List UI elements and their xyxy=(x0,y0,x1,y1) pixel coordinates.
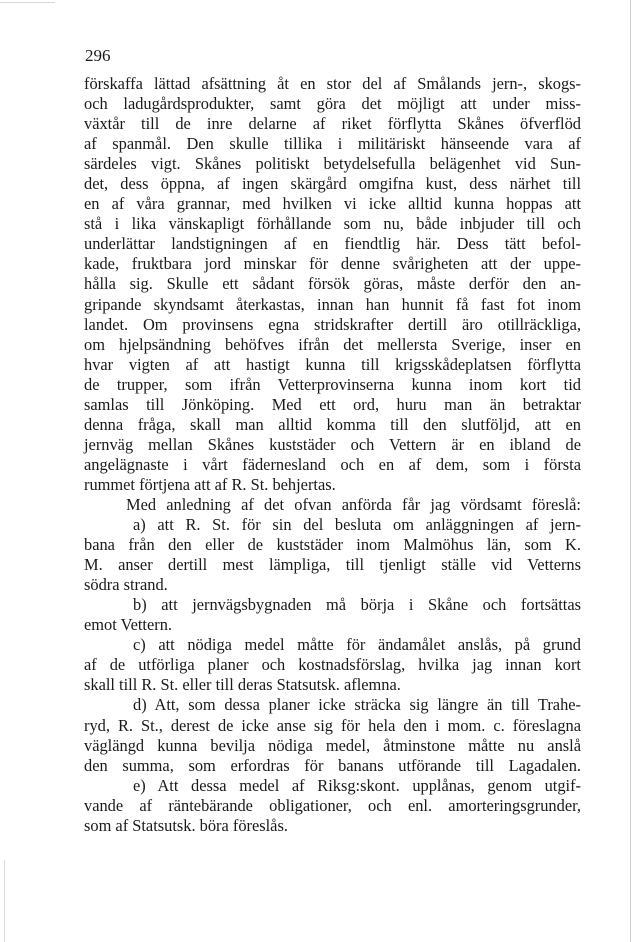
text-line: skall till R. St. eller till deras Statsutsk. aflemna. xyxy=(84,675,401,695)
text-line: emot Vettern. xyxy=(84,615,173,635)
text-line: och ladugårdsprodukter, samt göra det möjligt att under miss- xyxy=(84,94,581,114)
list-item-e: e) Att dessa medel af Riksg:skont. upplånas, genom utgif- xyxy=(133,775,581,795)
text-line: väglängd kunna bevilja nödiga medel, åtminstone måtte nu anslå xyxy=(84,735,581,755)
text-line: Med anledning af det ofvan anförda får jag vördsamt föreslå: xyxy=(126,494,581,514)
text-line: rummet förtjena att af R. St. behjertas. xyxy=(84,474,336,494)
text-line: denna fråga, skall man alltid komma till den slutföljd, att en xyxy=(84,414,581,434)
text-line: M. anser dertill mest lämpliga, till tjenligt ställe vid Vetterns xyxy=(84,555,581,575)
text-line: landet. Om provinsens egna stridskrafter dertill äro otillräckliga, xyxy=(84,314,581,334)
list-item-c: c) att nödiga medel måtte för ändamålet anslås, på grund xyxy=(133,635,581,655)
text-line: jernväg mellan Skånes kuststäder och Vettern är en ibland de xyxy=(84,434,581,454)
text-line: som af Statsutsk. böra föreslås. xyxy=(84,815,288,835)
body-text xyxy=(84,74,581,836)
text-line: södra strand. xyxy=(84,575,168,595)
text-line: ryd, R. St., derest de icke anse sig för hela den i mom. c. föreslagna xyxy=(84,715,581,735)
text-line: angelägnaste i vårt fädernesland och en af dem, som i första xyxy=(84,454,581,474)
text-line: stå i lika vänskapligt förhållande som nu, både inbjuder till och xyxy=(84,214,581,234)
text-line: om hjelpsändning behöfves ifrån det mellersta Sverige, inser en xyxy=(84,334,581,354)
text-line: växtår till de inre delarne af riket förflytta Skånes öfverflöd xyxy=(84,114,581,134)
text-line: underlättar landstigningen af en fiendtlig här. Dess tätt befol- xyxy=(84,234,581,254)
list-item-a: a) att R. St. för sin del besluta om anläggningen af jern- xyxy=(133,515,581,535)
text-line: af de utförliga planer och kostnadsförslag, hvilka jag innan kort xyxy=(84,655,581,675)
text-line: kade, fruktbara jord minskar för denne svårigheten att der uppe- xyxy=(84,254,581,274)
text-line: af spanmål. Den skulle tillika i militäriskt hänseende vara af xyxy=(84,134,581,154)
text-line: samlas till Jönköping. Med ett ord, huru man än betraktar xyxy=(84,394,581,414)
list-item-d: d) Att, som dessa planer icke sträcka sig längre än till Trahe- xyxy=(133,695,581,715)
text-line: hvar vigten af att hastigt kunna till krigsskådeplatsen förflytta xyxy=(84,354,581,374)
text-line: hålla sig. Skulle ett sådant försök göras, måste derför den an- xyxy=(84,274,581,294)
text-line: de trupper, som ifrån Vetterprovinserna kunna inom kort tid xyxy=(84,374,581,394)
text-line: vande af räntebärande obligationer, och enl. amorteringsgrunder, xyxy=(84,795,581,815)
text-line: förskaffa lättad afsättning åt en stor del af Smålands jern-, skogs- xyxy=(84,74,581,93)
text-line: det, dess öppna, af ingen skärgård omgifna kust, dess närhet till xyxy=(84,174,581,194)
text-line: den summa, som erfordras för banans utförande till Lagadalen. xyxy=(84,755,581,775)
page-number: 296 xyxy=(85,46,111,65)
text-line: en af våra grannar, med hvilken vi icke alltid kunna hoppas att xyxy=(84,194,581,214)
scan-artifact-left-edge xyxy=(4,860,5,942)
scan-artifact-right-edge xyxy=(630,0,631,942)
scan-artifact-top xyxy=(0,2,55,3)
text-line: särdeles vigt. Skånes politiskt betydelsefulla belägenhet vid Sun- xyxy=(84,154,581,174)
text-line: bana från den eller de kuststäder inom Malmöhus län, som K. xyxy=(84,535,581,555)
list-item-b: b) att jernvägsbygnaden må börja i Skåne och fortsättas xyxy=(133,595,581,615)
text-line: gripande skyndsamt återkastas, innan han hunnit få fast fot inom xyxy=(84,294,581,314)
